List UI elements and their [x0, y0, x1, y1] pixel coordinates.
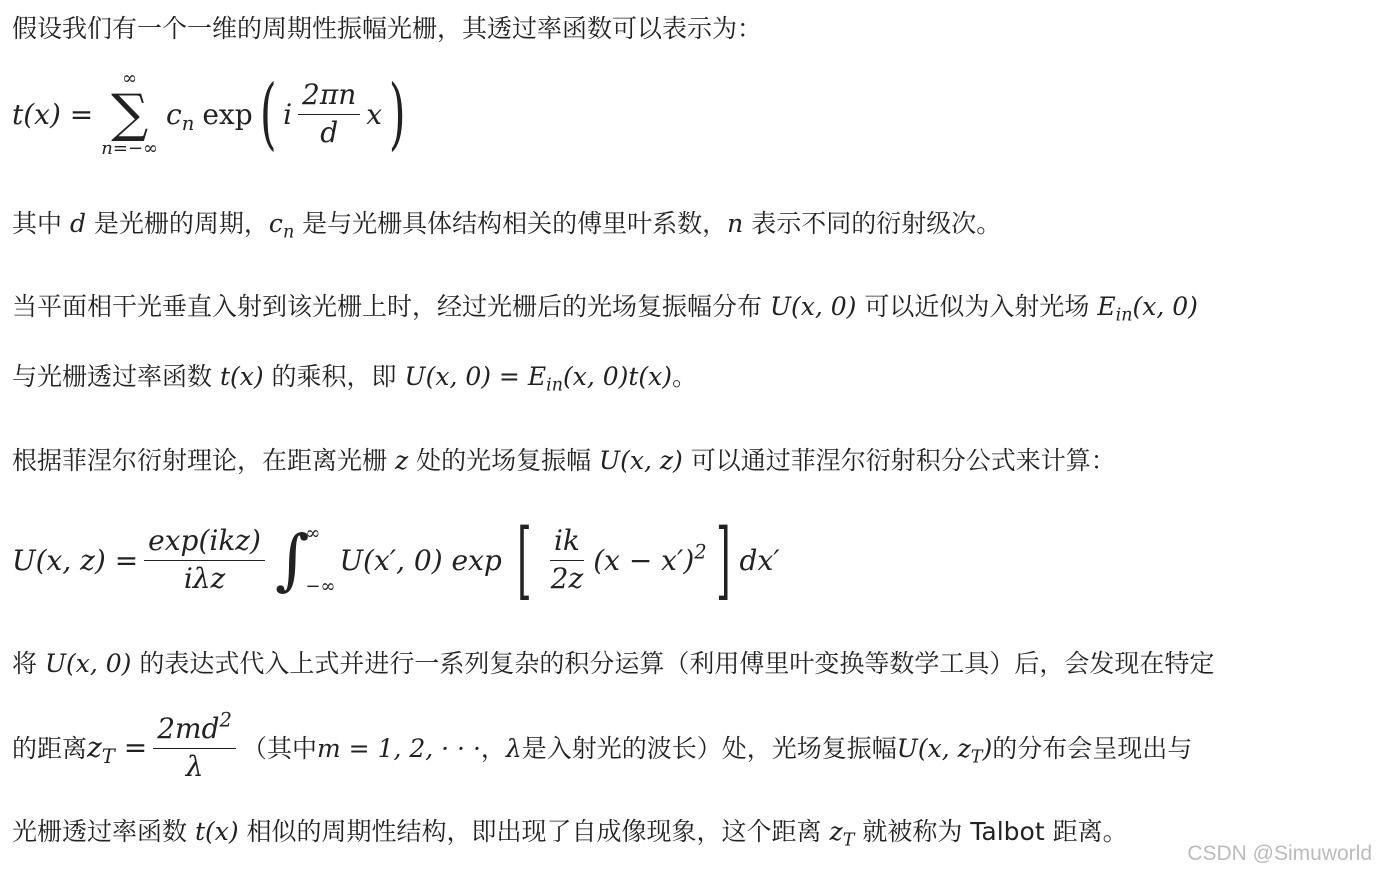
math-U-xz: U(x, z) — [599, 446, 683, 475]
eq2-integral — [275, 523, 335, 597]
intro-text — [12, 16, 762, 41]
eq2-frac1-den: iλz — [183, 561, 226, 595]
eq1-fraction — [298, 79, 360, 148]
eq2-frac1-num: exp(ikz) — [144, 525, 265, 560]
math-zT: $z_T$ — [829, 817, 855, 851]
csdn-watermark: CSDN @Simuworld — [1187, 842, 1372, 865]
paragraph-definitions: 其中 d 是光栅的周期，$c_n$ 是与光栅具体结构相关的傅里叶系数，n 表示不同的衍射级次。 — [12, 209, 1002, 243]
math-cn: $c_n$ — [268, 209, 295, 243]
intro-sentence: 假设我们有一个一维的周期性振幅光栅，其透过率函数可以表示为： — [12, 14, 763, 43]
eq1-sum-upper: ∞ — [122, 68, 138, 89]
talbot-frac-num: $2md^2$ — [153, 713, 236, 748]
sum-symbol: ∑ — [111, 84, 149, 144]
eq1-inner-i: i — [283, 97, 293, 131]
math-t-x-2: t(x) — [194, 817, 239, 846]
math-Ein: $E_{in}(x$, 0) — [1097, 292, 1198, 326]
math-U-xzT: U(x, $z_T$) — [896, 733, 993, 767]
math-z: z — [394, 446, 409, 475]
paragraph-fresnel: 根据菲涅尔衍射理论，在距离光栅 z 处的光场复振幅 U(x, z) 可以通过菲涅尔衍射积分公式来计算： — [12, 446, 1116, 475]
talbot-frac-den: λ — [185, 749, 204, 783]
eq1-frac-den: d — [320, 115, 339, 149]
eq2-right-bracket: ] — [715, 511, 731, 609]
eq1-left-paren: ( — [259, 69, 277, 159]
eq1-inner-x: x — [366, 97, 383, 131]
eq1-right-paren: ) — [388, 69, 406, 159]
paragraph-incident-field-line1: 当平面相干光垂直入射到该光栅上时，经过光栅后的光场复振幅分布 U(x, 0) 可以近似为入射光场 $E_{in}(x$, 0) — [12, 292, 1198, 326]
eq2-int-upper: ∞ — [305, 523, 321, 544]
math-U-x0: U(x, 0) — [769, 292, 857, 321]
math-product: U(x, $0) = E_{in}(x$, 0)t(x) — [404, 362, 673, 396]
eq1-frac-num: 2πn — [298, 79, 360, 114]
paragraph-incident-field-line2: 与光栅透过率函数 t(x) 的乘积，即 U(x, $0) = E_{in}(x$, 0)t(x)。 — [12, 362, 698, 396]
integral-symbol: ∫ — [274, 521, 310, 598]
eq2-lhs: U(x, z) = — [12, 543, 139, 577]
eq2-integrand: U(x′, 0) exp — [339, 543, 502, 577]
eq2-tail: dx′ — [739, 543, 780, 577]
eq1-func: exp — [202, 97, 253, 131]
eq2-int-lower: −∞ — [305, 576, 336, 597]
eq2-frac2-num: ik — [550, 525, 584, 560]
eq2-frac2-den: 2z — [550, 561, 584, 595]
paragraph-talbot-line1: 将 U(x, 0) 的表达式代入上式并进行一系列复杂的积分运算（利用傅里叶变换等数学工具）后，会发现在特定 — [12, 649, 1215, 678]
paragraph-talbot-line2: 的距离 $z_T$ = $\frac{2md^2}{\lambda}$ （其中 m = 1, 2, · · · ， λ 是入射光的波长）处，光场复振幅 U(x, $z_T$) 的分布会呈现出与 — [12, 708, 1193, 783]
equation-transmittance — [12, 68, 413, 160]
eq1-sum-lower: n=−∞ — [101, 138, 159, 159]
equation-fresnel-integral — [12, 511, 780, 609]
eq2-left-bracket: [ — [516, 511, 532, 609]
eq2-prefactor — [144, 525, 265, 594]
math-d: d — [69, 209, 86, 238]
eq1-lhs: t(x) = — [12, 97, 94, 131]
math-m-values: m = 1, 2, · · · — [317, 733, 481, 763]
math-lambda: λ — [505, 733, 522, 763]
eq1-coef: $c_n$ — [166, 97, 195, 135]
paragraph-talbot-line3: 光栅透过率函数 t(x) 相似的周期性结构，即出现了自成像现象，这个距离 $z_T$ 就被称为 Talbot 距离。 — [12, 817, 1128, 851]
eq2-phase-fraction — [547, 525, 588, 594]
math-U-x0-2: U(x, 0) — [44, 649, 132, 678]
talbot-fraction — [153, 708, 236, 783]
eq2-paren-expr: $(x - x')^2$ — [593, 539, 707, 577]
math-n: n — [727, 209, 744, 238]
math-t-x: t(x) — [219, 362, 264, 391]
eq1-summation — [101, 70, 158, 158]
math-zT-def: $z_T$ = — [87, 731, 148, 768]
